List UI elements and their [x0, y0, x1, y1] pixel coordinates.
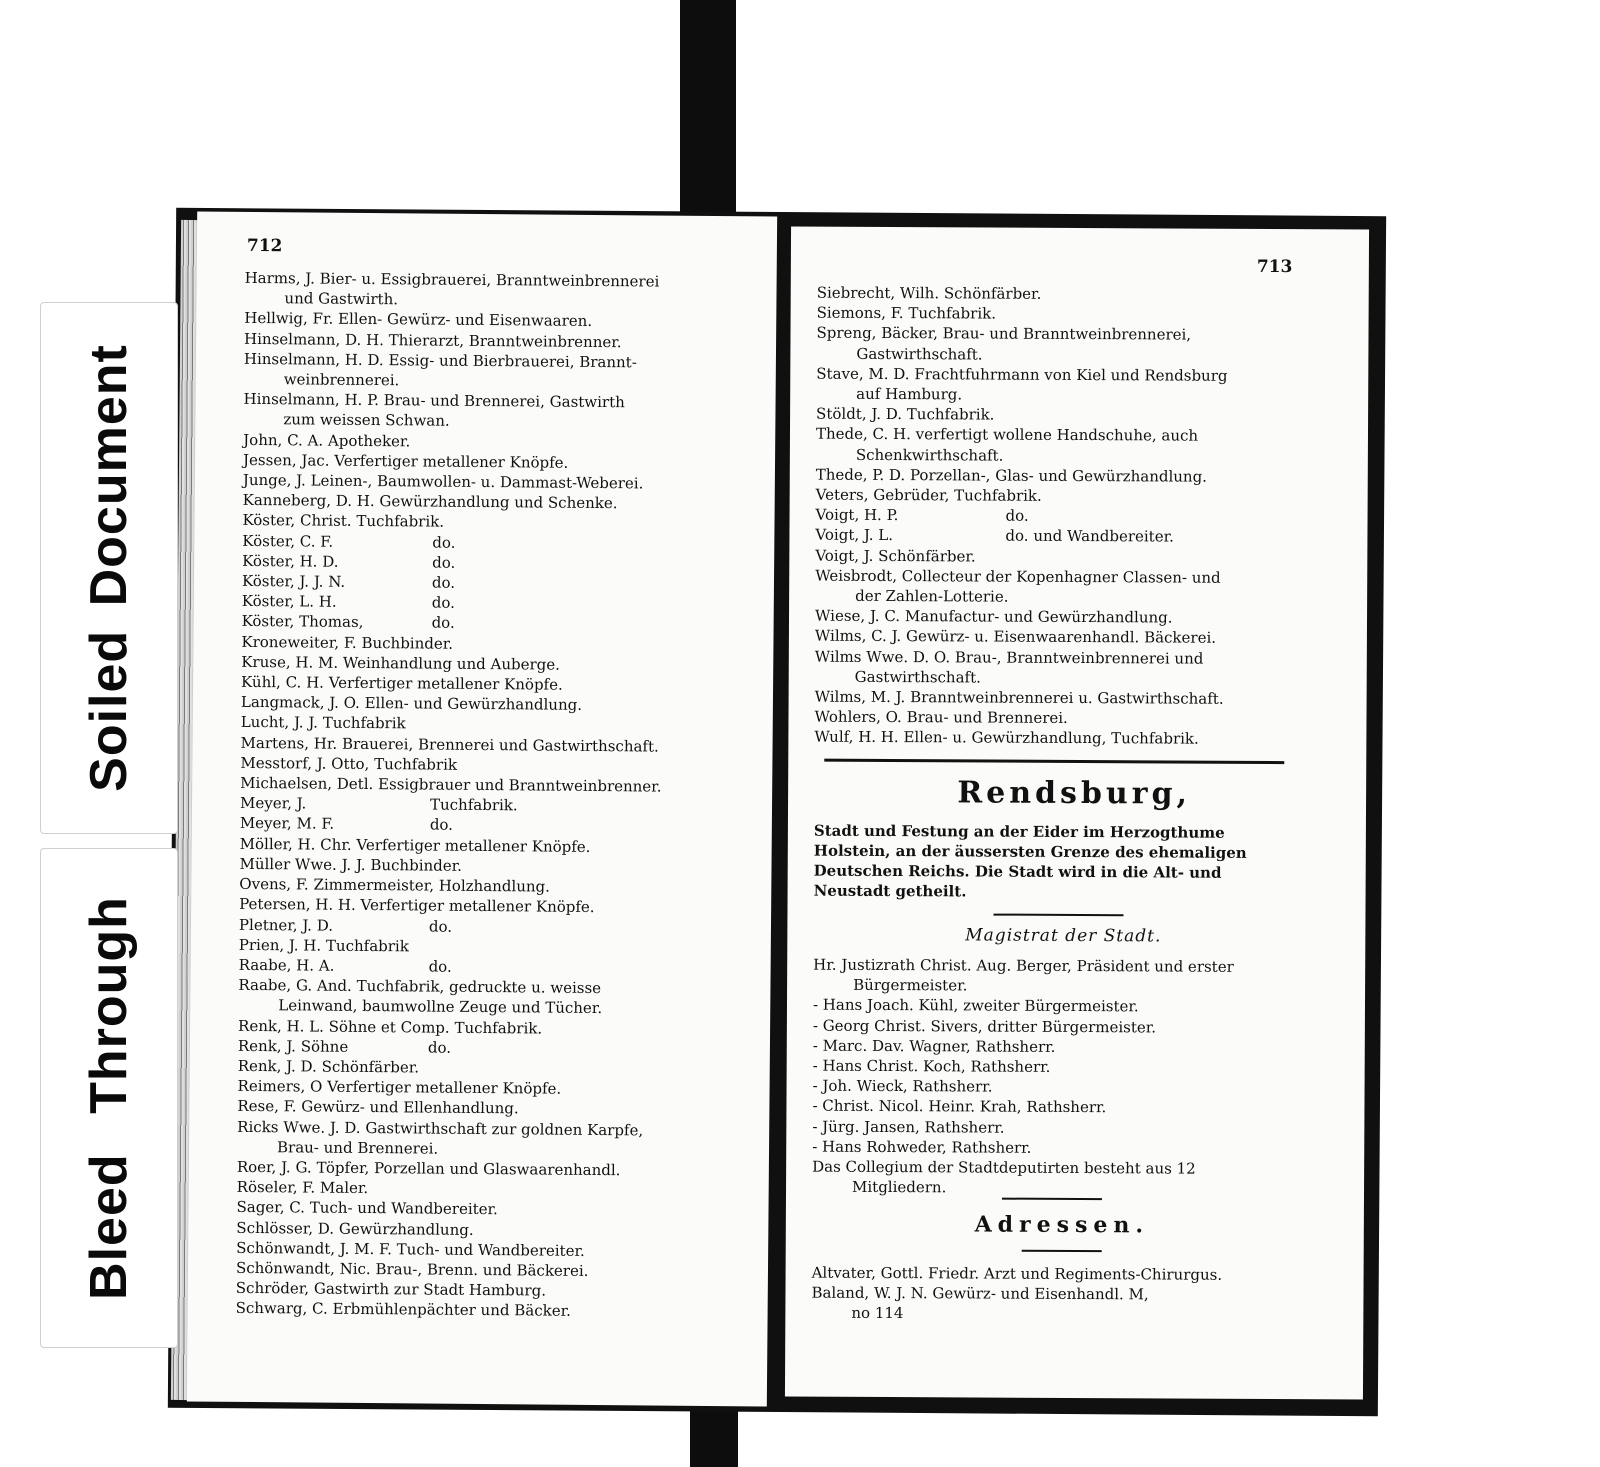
- entry-name: Stave, M. D.: [816, 364, 910, 383]
- entry-ditto: do.: [428, 917, 453, 936]
- entry-description: Tuchfabrik.: [454, 1018, 543, 1038]
- entry-name: Renk, J. Söhne: [237, 1036, 349, 1056]
- entry-description: Buchbinder.: [370, 855, 463, 875]
- entry-name: Schönwandt, J. M. F.: [236, 1238, 393, 1258]
- entry-description: Verfertiger metallener Knöpfe.: [334, 451, 569, 472]
- entry-name: Junge, J.: [242, 470, 306, 490]
- list-item: [813, 1015, 1333, 1038]
- entry-description: Rathsherr.: [924, 1117, 1005, 1137]
- entry-description: Tuchfabrik: [322, 714, 406, 733]
- entry-name: John, C. A.: [243, 430, 324, 450]
- entry-name: Köster, L. H.: [241, 592, 337, 611]
- entry-continuation: Gastwirthschaft.: [856, 344, 983, 364]
- entry-name: Hinselmann, H. P.: [243, 390, 380, 410]
- left-page-entries: [236, 268, 755, 1323]
- entry-name: Sager, C.: [236, 1198, 306, 1217]
- entry-name: Schwarg, C.: [235, 1299, 328, 1319]
- list-item: [817, 303, 1337, 326]
- entry-description: Ellen- Gewürz- und Eisenwaaren.: [338, 310, 593, 331]
- entry-description: Tuchfabrik.: [356, 512, 445, 532]
- entry-name: Raabe, H. A.: [238, 955, 335, 975]
- entry-name: Harms, J.: [244, 268, 315, 288]
- city-heading: Rendsburg,: [957, 775, 1192, 812]
- section-rule-short-3: [1022, 1250, 1102, 1252]
- entry-name: Thede, P. D.: [815, 465, 906, 484]
- entry-description: Zimmermeister, Holzhandlung.: [313, 875, 551, 896]
- list-item: [817, 283, 1337, 306]
- entry-name: - Jürg. Jansen,: [812, 1117, 920, 1136]
- adressen-entries: [811, 1263, 1331, 1326]
- entry-description: Verfertiger metallener Knöpfe.: [327, 1077, 562, 1098]
- entry-name: Petersen, H. H.: [239, 895, 356, 915]
- entry-name: Wilms Wwe. D. O.: [814, 647, 951, 666]
- list-item: [815, 626, 1335, 649]
- entry-name: Müller Wwe. J. J.: [239, 854, 366, 874]
- entry-description: Schönfärber.: [321, 1057, 420, 1077]
- overlay-label-soiled: [40, 302, 178, 834]
- page-number-right: 713: [1256, 256, 1293, 278]
- magistrat-entries: [812, 955, 1333, 1200]
- left-page: [187, 211, 777, 1406]
- entry-description: Bäcker, Brau- und Branntweinbrennerei,: [881, 324, 1192, 344]
- entry-name: Wohlers, O.: [814, 707, 902, 727]
- entry-name: Messtorf, J. Otto,: [240, 753, 370, 773]
- entry-continuation: der Zahlen-Lotterie.: [855, 586, 1009, 606]
- entry-continuation: Brau- und Brennerei.: [276, 1137, 439, 1158]
- list-item: [812, 1096, 1332, 1119]
- entry-name: Rese, F.: [237, 1097, 297, 1116]
- entry-description: Maler.: [319, 1178, 369, 1198]
- entry-ditto: do.: [432, 533, 456, 552]
- entry-name: Wilms, M. J.: [814, 687, 906, 707]
- list-item: [815, 525, 1335, 548]
- section-rule: [824, 759, 1284, 764]
- entry-name: Renk, H. L. Söhne et Comp.: [238, 1016, 450, 1037]
- entry-description: Schönfärber.: [878, 546, 976, 566]
- entry-description: Erbmühlenpächter und Bäcker.: [332, 1300, 571, 1321]
- list-item: [816, 485, 1336, 508]
- entry-name: Stöldt, J. D.: [816, 404, 903, 424]
- entry-name: Ricks Wwe. J. D.: [237, 1117, 361, 1137]
- entry-name: Meyer, M. F.: [239, 814, 335, 834]
- entry-ditto: do.: [429, 816, 454, 835]
- entry-continuation: Leinwand, baumwollne Zeuge und Tücher.: [278, 996, 603, 1018]
- entry-name: Voigt, J.: [815, 546, 874, 565]
- entry-name: Schönwandt, Nic.: [235, 1258, 371, 1278]
- list-item: [812, 1263, 1332, 1286]
- entry-description: Verfertiger metallener Knöpfe.: [328, 673, 563, 694]
- entry-description: Gewürz- u. Eisenwaarenhandl. Bäckerei.: [905, 627, 1217, 648]
- entry-ditto: do. und Wandbereiter.: [1005, 527, 1174, 546]
- entry-name: Kanneberg, D. H.: [242, 491, 375, 511]
- right-page: [785, 226, 1369, 1399]
- entry-description: Tuchfabrik.: [954, 486, 1042, 505]
- entry-ditto: do.: [431, 573, 456, 592]
- entry-name: Hinselmann, H. D.: [243, 349, 384, 369]
- list-item: [813, 955, 1333, 978]
- entry-description: Essigbrauer und Branntweinbrenner.: [378, 775, 662, 796]
- entry-name: Köster, Thomas,: [241, 612, 364, 632]
- list-item: [814, 727, 1334, 750]
- entry-description: Collecteur der Kopenhagner Classen- und: [901, 566, 1221, 587]
- entry-name: - Hans Christ. Koch,: [812, 1056, 966, 1076]
- entry-ditto: do.: [432, 553, 456, 572]
- entry-description: Gewürzhandlung.: [338, 1219, 474, 1239]
- entry-name: Baland, W. J. N.: [811, 1283, 928, 1303]
- list-item: [816, 363, 1336, 386]
- entry-name: - Hans Joach. Kühl,: [812, 996, 959, 1015]
- entry-description: Ellen- u. Gewürzhandlung, Tuchfabrik.: [903, 728, 1199, 749]
- entry-description: Brau-, Branntweinbrennerei und: [954, 648, 1204, 668]
- entry-description: Gastwirth zur Stadt Hamburg.: [313, 1279, 547, 1300]
- entry-name: Köster, Christ.: [242, 511, 352, 531]
- entry-description: Porzellan-, Glas- und Gewürzhandlung.: [909, 465, 1208, 486]
- section-rule-short-2: [1002, 1198, 1102, 1201]
- entry-description: Tuchfabrik: [325, 936, 409, 956]
- overlay-label-soiled-text: Soiled Document: [80, 344, 138, 792]
- entry-name: Kroneweiter, F.: [241, 632, 357, 652]
- list-item: [812, 1157, 1332, 1180]
- list-item: [815, 687, 1335, 710]
- entry-name: Meyer, J.: [239, 794, 307, 813]
- entry-continuation: Gastwirthschaft.: [854, 667, 981, 687]
- entry-description: Rathsherr.: [975, 1037, 1056, 1056]
- list-item: [815, 606, 1335, 629]
- list-item: [816, 464, 1336, 487]
- entry-ditto: do.: [1005, 506, 1029, 525]
- entry-description: zweiter Bürgermeister.: [963, 996, 1139, 1016]
- entry-name: Schröder,: [235, 1279, 310, 1298]
- entry-name: Köster, J. J. N.: [241, 571, 346, 591]
- entry-description: Bier- u. Essigbrauerei, Branntweinbrennerei: [319, 269, 660, 291]
- entry-ditto: do.: [427, 1038, 452, 1057]
- entry-name: Spreng,: [816, 324, 877, 343]
- entry-description: Gewürz- und Ellenhandlung.: [301, 1097, 519, 1118]
- book-spine-shadow-top: [680, 0, 736, 232]
- entry-name: Möller, H. Chr.: [239, 834, 352, 854]
- entry-name: - Hans Rohweder,: [812, 1137, 947, 1157]
- list-item: [813, 1035, 1333, 1058]
- entry-name: Jessen, Jac.: [242, 450, 330, 470]
- entry-name: Renk, J. D.: [237, 1056, 317, 1076]
- entry-name: Das Collegium der Stadtdeputirten: [812, 1157, 1080, 1178]
- adressen-heading: Adressen.: [974, 1211, 1150, 1239]
- entry-description: Brauerei, Brennerei und Gastwirthschaft.: [341, 734, 659, 756]
- entry-description: Gewürz- und Eisenhandl. M,: [932, 1284, 1149, 1304]
- entry-continuation: Schenkwirthschaft.: [855, 445, 1004, 465]
- city-description-line: Stadt und Festung an der Eider im Herzogthume: [813, 821, 1225, 842]
- entry-description: Rathsherr.: [951, 1138, 1032, 1157]
- entry-name: Lucht, J. J.: [240, 713, 319, 733]
- entry-description: Branntweinbrennerei u. Gastwirthschaft.: [910, 688, 1224, 708]
- entry-description: Manufactur- und Gewürzhandlung.: [904, 607, 1173, 627]
- entry-description: Rathsherr.: [1026, 1098, 1107, 1117]
- magistrat-heading: Magistrat der Stadt.: [965, 925, 1162, 947]
- entry-description: Tuchfabrik: [374, 754, 458, 774]
- entry-description: Verfertiger metallener Knöpfe.: [356, 835, 591, 856]
- entry-name: Kühl, C. H.: [241, 672, 325, 692]
- entry-name: Hellwig, Fr.: [244, 309, 334, 329]
- entry-ditto: Tuchfabrik.: [429, 795, 518, 815]
- right-page-entries: [814, 283, 1336, 750]
- entry-description: Ellen- und Gewürzhandlung.: [364, 694, 583, 715]
- entry-name: - Joh. Wieck,: [812, 1076, 908, 1096]
- entry-description: Tuch- und Wandbereiter.: [396, 1240, 585, 1260]
- entry-name: Roer, J. G.: [236, 1157, 312, 1177]
- entry-name: Wilms, C. J.: [814, 627, 902, 646]
- entry-continuation: weinbrennerei.: [283, 370, 400, 390]
- entry-description: Gewürzhandlung und Schenke.: [379, 492, 618, 513]
- entry-name: Hinselmann, D. H.: [244, 329, 384, 349]
- entry-continuation: Bürgermeister.: [853, 976, 968, 995]
- entry-name: Röseler, F.: [236, 1178, 316, 1197]
- entry-description: Brau- und Brennerei, Gastwirth: [383, 391, 625, 412]
- entry-description: Gastwirthschaft zur goldnen Karpfe,: [365, 1118, 644, 1139]
- list-item: [236, 1298, 746, 1323]
- entry-name: Kruse, H. M.: [241, 652, 339, 672]
- entry-name: Pletner, J. D.: [238, 915, 334, 935]
- page-number-left: 712: [246, 235, 283, 257]
- city-description-line: Deutschen Reichs. Die Stadt wird in die Alt- und: [813, 861, 1222, 882]
- entry-description: dritter Bürgermeister.: [987, 1017, 1157, 1037]
- list-item: [816, 424, 1336, 447]
- list-item: [813, 995, 1333, 1018]
- entry-description: Tuchfabrik, gedruckte u. weisse: [356, 977, 602, 998]
- entry-description: Buchbinder.: [361, 633, 454, 653]
- entry-description: Brau- und Brennerei.: [906, 708, 1068, 728]
- entry-description: Verfertiger metallener Knöpfe.: [360, 896, 595, 917]
- city-description-line: Holstein, an der äussersten Grenze des ehemaligen: [813, 841, 1247, 862]
- entry-name: Ovens, F.: [239, 874, 309, 894]
- list-item: [814, 707, 1334, 730]
- entry-name: Michaelsen, Detl.: [240, 773, 374, 794]
- list-item: [811, 1283, 1331, 1306]
- list-item: [812, 1136, 1332, 1159]
- entry-name: - Georg Christ. Sivers,: [812, 1016, 983, 1036]
- list-item: [816, 323, 1336, 346]
- entry-description: Töpfer, Porzellan und Glaswaarenhandl.: [316, 1158, 621, 1180]
- city-description-line: Neustadt getheilt.: [813, 881, 967, 901]
- entry-name: Prien, J. H.: [238, 935, 322, 955]
- entry-description: verfertigt wollene Handschuhe, auch: [915, 425, 1199, 446]
- list-item: [815, 565, 1335, 588]
- entry-description: Rathsherr.: [970, 1057, 1051, 1076]
- entry-description: Tuchfabrik.: [906, 405, 995, 424]
- entry-description: Schönfärber.: [943, 284, 1042, 303]
- entry-name: Siemons, F.: [816, 303, 904, 323]
- entry-continuation: no 114: [851, 1304, 904, 1323]
- list-item: [815, 545, 1335, 568]
- entry-name: Wulf, H. H.: [814, 728, 899, 747]
- entry-name: Köster, C. F.: [242, 531, 334, 551]
- entry-ditto: do.: [431, 593, 456, 613]
- entry-name: Veters, Gebrüder,: [815, 485, 950, 505]
- list-item: [812, 1116, 1332, 1139]
- entry-name: Siebrecht, Wilh.: [816, 283, 940, 303]
- entry-name: Schlösser, D.: [236, 1218, 335, 1238]
- entry-description: Weinhandlung und Auberge.: [342, 653, 560, 674]
- entry-name: - Christ. Nicol. Heinr. Krah,: [812, 1097, 1022, 1117]
- entry-description: Apotheker.: [327, 431, 411, 450]
- entry-continuation: auf Hamburg.: [856, 384, 963, 404]
- entry-name: Hr. Justizrath Christ. Aug. Berger,: [813, 955, 1072, 975]
- entry-continuation: zum weissen Schwan.: [283, 410, 450, 431]
- entry-name: Martens, Hr.: [240, 733, 338, 753]
- entry-name: Weisbrodt,: [815, 566, 898, 585]
- entry-description: Frachtfuhrmann von Kiel und Rendsburg: [914, 364, 1228, 385]
- entry-description: Präsident und erster: [1076, 957, 1234, 976]
- entry-name: Raabe, G. And.: [238, 975, 352, 995]
- entry-ditto: do.: [428, 957, 452, 976]
- city-description: [814, 821, 1314, 904]
- entry-name: Voigt, H. P.: [815, 505, 899, 525]
- entry-name: Reimers, O: [237, 1077, 323, 1096]
- list-item: [816, 404, 1336, 427]
- entry-description: Brau-, Brenn. und Bäckerei.: [375, 1260, 589, 1280]
- entry-name: Voigt, J. L.: [815, 526, 894, 545]
- entry-description: Tuchfabrik.: [908, 304, 997, 323]
- entry-name: Köster, H. D.: [242, 551, 339, 571]
- list-item: [815, 646, 1335, 669]
- entry-name: - Marc. Dav. Wagner,: [812, 1036, 971, 1056]
- entry-name: Langmack, J. O.: [240, 693, 360, 713]
- entry-description: Thierarzt, Branntweinbrenner.: [388, 330, 622, 351]
- entry-description: besteht aus 12: [1083, 1159, 1196, 1178]
- entry-ditto: do.: [431, 614, 455, 633]
- list-item: [816, 505, 1336, 528]
- entry-description: Leinen-, Baumwollen- u. Dammast-Weberei.: [310, 471, 644, 493]
- entry-description: Arzt und Regiments-Chirurgus.: [983, 1264, 1223, 1284]
- entry-description: Tuch- und Wandbereiter.: [309, 1198, 498, 1219]
- entry-name: Wiese, J. C.: [814, 606, 901, 626]
- overlay-label-bleed: [40, 848, 178, 1348]
- list-item: [813, 1056, 1333, 1079]
- entry-description: Essig- und Bierbrauerei, Brannt-: [388, 350, 637, 372]
- entry-continuation: und Gastwirth.: [284, 289, 399, 309]
- entry-name: Altvater, Gottl. Friedr.: [811, 1263, 980, 1283]
- list-item: [813, 1076, 1333, 1099]
- entry-name: Thede, C. H.: [815, 425, 911, 444]
- entry-description: Rathsherr.: [912, 1077, 993, 1096]
- section-rule-short: [993, 914, 1123, 917]
- overlay-label-bleed-text: Bleed Through: [80, 896, 138, 1300]
- entry-continuation: Mitgliedern.: [851, 1178, 947, 1197]
